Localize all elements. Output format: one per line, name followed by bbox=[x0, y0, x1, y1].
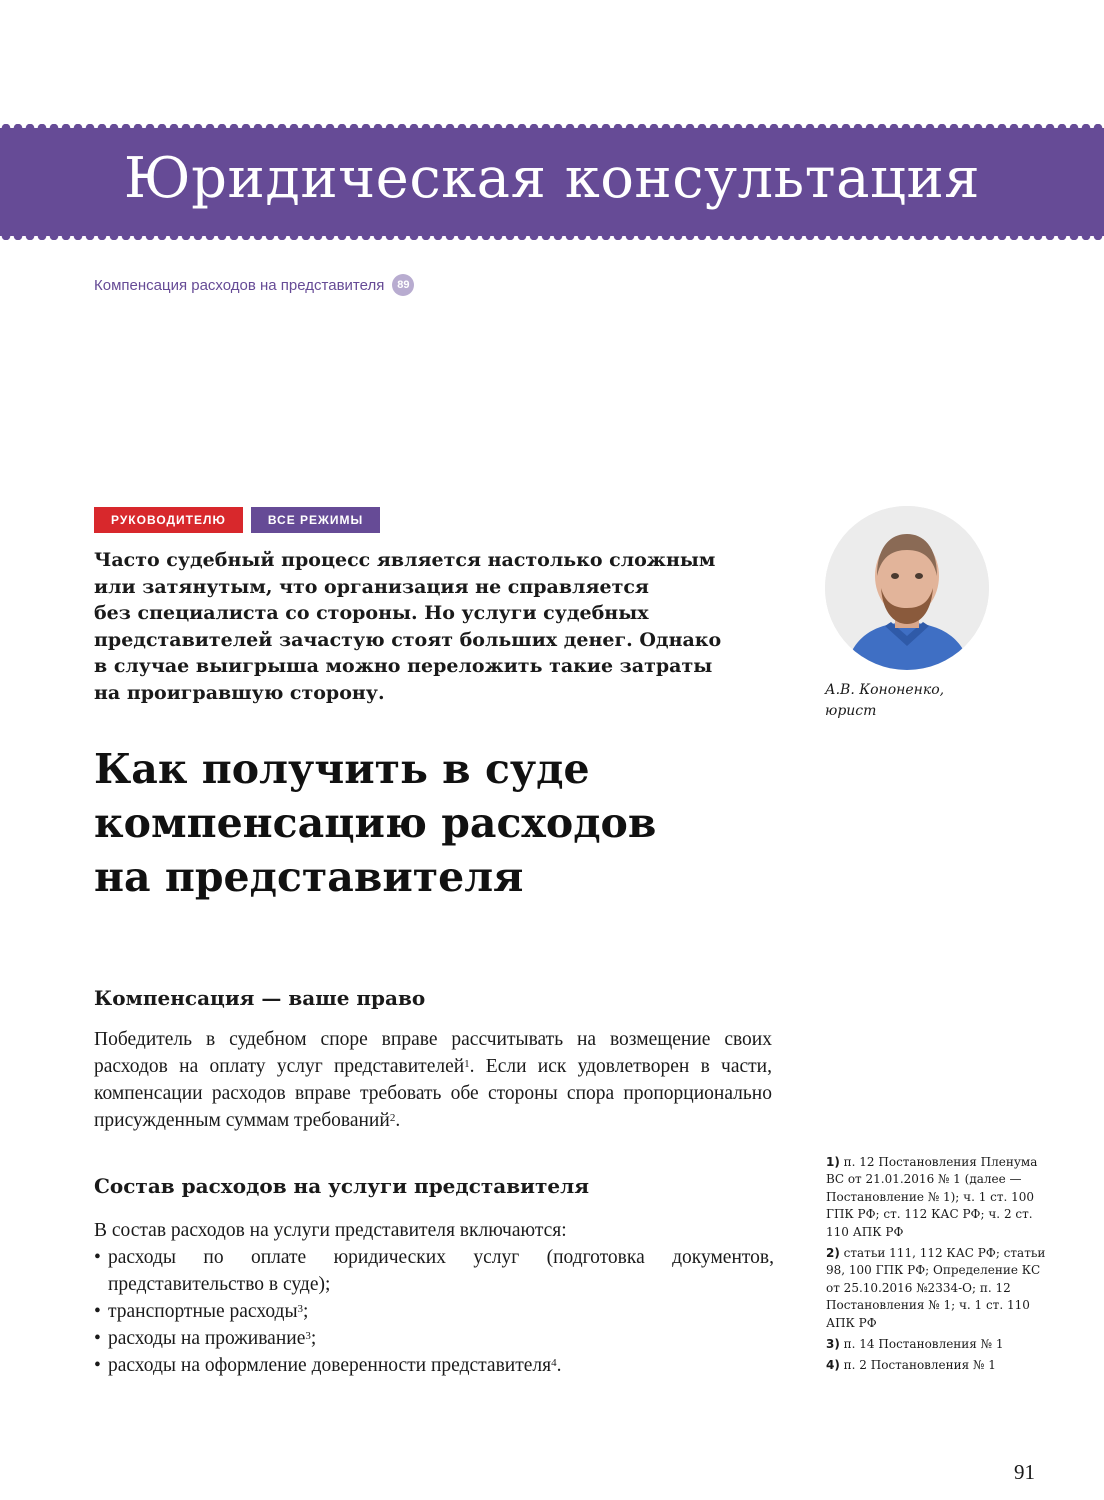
breadcrumb-page-badge: 89 bbox=[392, 274, 414, 296]
lead-line: без специалиста со стороны. Но услуги судебных bbox=[94, 602, 649, 625]
list-item-end: . bbox=[556, 1355, 562, 1376]
section-heading-expenses: Состав расходов на услуги представителя bbox=[94, 1174, 589, 1198]
author-portrait-icon bbox=[825, 506, 989, 670]
paragraph-text: . bbox=[395, 1110, 401, 1131]
paragraph-text: . Если иск удовлетворен в части, компенсации расходов вправе требовать обе стороны спора пропорционально присужденным суммам требований bbox=[94, 1056, 772, 1131]
lead-paragraph bbox=[94, 547, 774, 707]
headline-line: на представителя bbox=[94, 853, 524, 901]
list-item-text: расходы на оформление доверенности представителя bbox=[108, 1355, 552, 1376]
audience-tags bbox=[94, 507, 380, 533]
author-name: А.В. Кононенко, bbox=[825, 682, 945, 698]
footnote-ref[interactable]: 3 bbox=[297, 1303, 304, 1315]
footnote-ref[interactable]: 1 bbox=[464, 1058, 470, 1070]
list-item-end: ; bbox=[310, 1328, 317, 1349]
lead-line: в случае выигрыша можно переложить такие затраты bbox=[94, 655, 713, 678]
footnote bbox=[826, 1245, 1046, 1332]
lead-line: на проигравшую сторону. bbox=[94, 681, 385, 704]
footnote-number: 1) bbox=[826, 1155, 840, 1169]
breadcrumb-label: Компенсация расходов на представителя bbox=[94, 276, 385, 294]
breadcrumb[interactable] bbox=[94, 274, 414, 296]
lead-line: Часто судебный процесс является настолько сложным bbox=[94, 549, 716, 571]
footnote bbox=[826, 1336, 1046, 1353]
paragraph-text: Победитель в судебном споре вправе рассчитывать на возмещение своих расходов на оплату услуг представителей bbox=[94, 1029, 772, 1077]
banner-scalloped-edge-top bbox=[0, 124, 1104, 132]
headline-line: компенсацию расходов bbox=[94, 799, 657, 847]
list-intro: В состав расходов на услуги представителя включаются: bbox=[94, 1220, 567, 1241]
footnote-ref[interactable]: 4 bbox=[551, 1357, 557, 1369]
page-number: 91 bbox=[1014, 1460, 1035, 1484]
banner-scalloped-edge-bottom bbox=[0, 232, 1104, 240]
tag-manager: РУКОВОДИТЕЛЮ bbox=[94, 507, 243, 533]
lead-line: представителей зачастую стоят больших денег. Однако bbox=[94, 628, 722, 651]
author-photo bbox=[825, 506, 989, 670]
list-item bbox=[94, 1244, 774, 1298]
section-paragraph bbox=[94, 1026, 772, 1134]
footnote-text: статьи 111, 112 КАС РФ; статьи 98, 100 ГПК РФ; Определение КС от 25.10.2016 №2334-О; п. 12 Постановления № 1; ч. 1 ст. 110 АПК РФ bbox=[826, 1246, 1046, 1330]
list-item bbox=[94, 1352, 774, 1379]
footnote-text: п. 2 Постановления № 1 bbox=[843, 1358, 996, 1373]
footnote bbox=[826, 1154, 1046, 1241]
footnote-ref[interactable]: 3 bbox=[305, 1330, 311, 1342]
list-item-text: транспортные расходы bbox=[108, 1301, 298, 1322]
footnote-text: п. 12 Постановления Пленума ВС от 21.01.2016 № 1 (далее — Постановление № 1); ч. 1 ст. 100 ГПК РФ; ст. 112 КАС РФ; ч. 2 ст. 110 АПК РФ bbox=[826, 1155, 1038, 1239]
author-caption bbox=[825, 680, 1025, 722]
footnote-number: 2) bbox=[826, 1246, 840, 1261]
headline-line: Как получить в суде bbox=[94, 745, 590, 793]
footnote-text: п. 14 Постановления № 1 bbox=[843, 1337, 1004, 1352]
footnote-ref[interactable]: 2 bbox=[389, 1112, 396, 1124]
section-heading-compensation: Компенсация — ваше право bbox=[94, 986, 426, 1010]
footnote bbox=[826, 1357, 1046, 1374]
list-item bbox=[94, 1298, 774, 1325]
list-item-text: расходы по оплате юридических услуг (подготовка документов, представительство в суде); bbox=[108, 1247, 774, 1295]
footnote-number: 3) bbox=[826, 1337, 840, 1352]
section-banner bbox=[0, 128, 1104, 236]
footnotes bbox=[826, 1154, 1046, 1379]
list-item-text: расходы на проживание bbox=[108, 1328, 306, 1349]
section-title: Юридическая консультация bbox=[123, 146, 981, 211]
list-item-end: ; bbox=[303, 1301, 309, 1322]
footnote-number: 4) bbox=[826, 1358, 840, 1373]
author-role: юрист bbox=[825, 703, 877, 719]
expenses-list bbox=[94, 1244, 774, 1379]
lead-line: или затянутым, что организация не справляется bbox=[94, 575, 649, 598]
article-headline bbox=[94, 742, 794, 904]
tag-all-regimes: ВСЕ РЕЖИМЫ bbox=[251, 507, 380, 533]
list-item bbox=[94, 1325, 774, 1352]
